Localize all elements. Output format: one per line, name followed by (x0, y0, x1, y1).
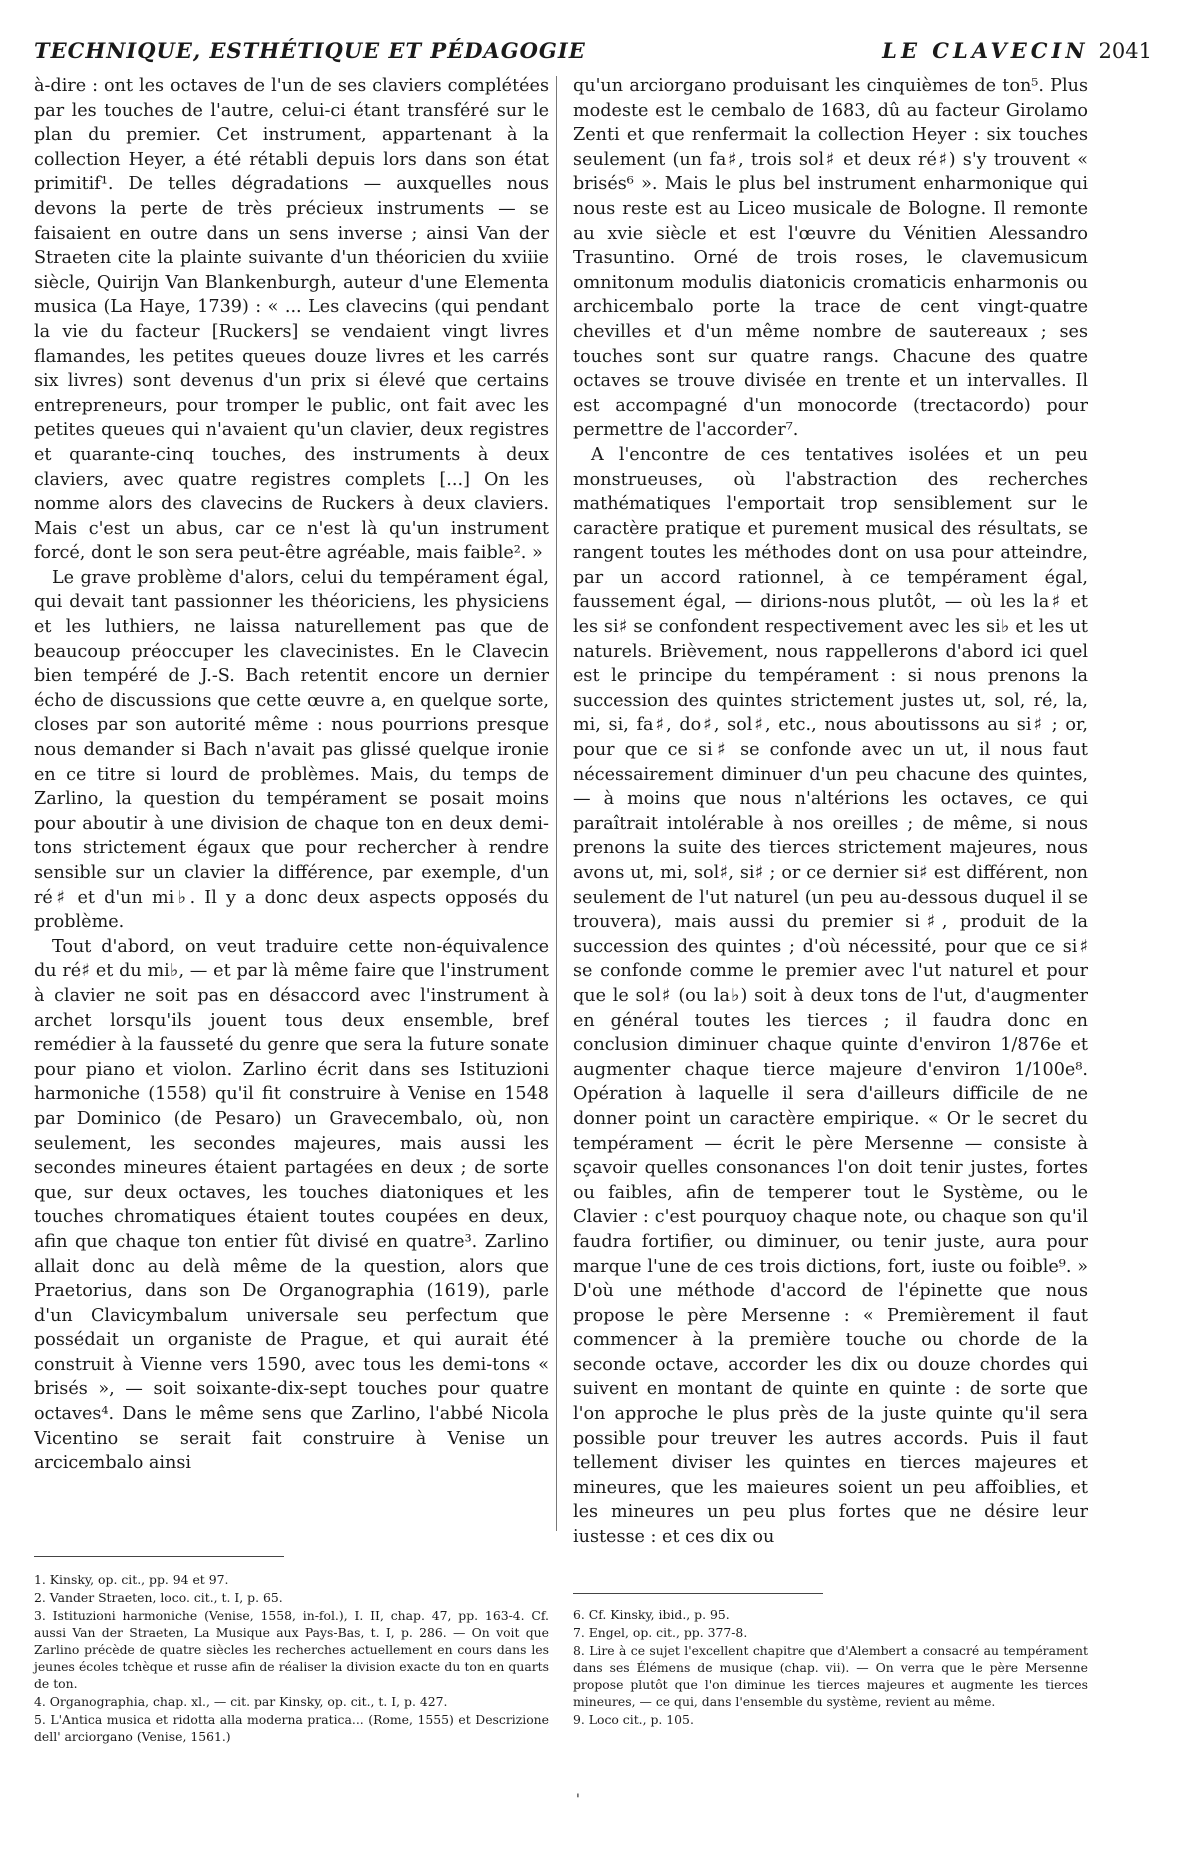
page-mark: ' (576, 1792, 580, 1808)
column-divider (556, 76, 557, 1531)
footnote: 3. Istituzioni harmoniche (Venise, 1558, in-fol.), I. II, chap. 47, pp. 163-4. Cf. aussi Van der Straeten, La Musique aux Pays-Bas, t. I, p. 286. — On voit que Zarlino précède de quatre siècles les recherches actuellement en cours dans les jeunes écoles tchèque et russe afin de réaliser la division exacte du ton en quarts de ton. (34, 1608, 549, 1691)
footnote-rule (34, 1556, 284, 1557)
header-book-name: LE CLAVECIN (882, 38, 1089, 63)
paragraph: Le grave problème d'alors, celui du tempérament égal, qui devait tant passionner les théoriciens, les physiciens et les luthiers, ne laissa naturellement pas que de beaucoup préoccuper les clavecinistes. En le Clavecin bien tempéré de J.-S. Bach retentit encore un dernier écho de discussions que cette œuvre a, en quelque sorte, closes par son autorité même : nous pourrions presque nous demander si Bach n'avait pas glissé quelque ironie en ce titre si lourd de problèmes. Mais, du temps de Zarlino, la question du tempérament se posait moins pour aboutir à une division de chaque ton en deux demi-tons strictement égaux que pour rechercher à rendre sensible sur un clavier la différence, par exemple, d'un ré♯ et d'un mi♭. Il y a donc deux aspects opposés du problème. (34, 567, 549, 933)
header-book-title (882, 38, 1152, 63)
right-column-body (573, 74, 1088, 1579)
footnote: 2. Vander Straeten, loco. cit., t. I, p. 65. (34, 1590, 283, 1605)
footnote: 1. Kinsky, op. cit., pp. 94 et 97. (34, 1572, 229, 1587)
footnote: 9. Loco cit., p. 105. (573, 1712, 694, 1727)
footnote: 4. Organographia, chap. xl., — cit. par Kinsky, op. cit., t. I, p. 427. (34, 1694, 448, 1709)
left-column (34, 74, 549, 1746)
paragraph: qu'un arciorgano produisant les cinquièmes de ton⁵. Plus modeste est le cembalo de 1683, dû au facteur Girolamo Zenti et que renfermait la collection Heyer : six touches seulement (un fa♯, trois sol♯ et deux ré♯) s'y trouvent « brisés⁶ ». Mais le plus bel instrument enharmonique qui nous reste est au Liceo musicale de Bologne. Il remonte au xvie siècle et est l'œuvre du Vénitien Alessandro Trasuntino. Orné de trois roses, le clavemusicum omnitonum modulis diatonicis cromaticis enharmonis ou archicembalo porte la trace de cent vingt-quatre chevilles et d'un même nombre de sautereaux ; ses touches sont sur quatre rangs. Chacune des quatre octaves se trouve divisée en trente et un intervalles. Il est accompagné d'un monocorde (trectacordo) pour permettre de l'accorder⁷. (573, 76, 1088, 441)
running-header (34, 38, 1152, 68)
right-column (573, 74, 1088, 1729)
footnote: 8. Lire à ce sujet l'excellent chapitre que d'Alembert a consacré au tempérament dans ses Élémens de musique (chap. vii). — On verra que le père Mersenne propose plutôt que l'on diminue les tierces majeures et augmente les tierces mineures, — ce qui, dans l'ensemble du système, revient au même. (573, 1643, 1088, 1709)
footnote: 5. L'Antica musica et ridotta alla moderna pratica... (Rome, 1555) et Descrizione dell' arciorgano (Venise, 1561.) (34, 1712, 549, 1744)
left-footnotes (34, 1571, 549, 1745)
footnote: 6. Cf. Kinsky, ibid., p. 95. (573, 1607, 730, 1622)
footnote-rule (573, 1593, 823, 1594)
right-footnotes (573, 1606, 1088, 1728)
footnote: 7. Engel, op. cit., pp. 377-8. (573, 1625, 748, 1640)
paragraph: A l'encontre de ces tentatives isolées et un peu monstrueuses, où l'abstraction des recherches mathématiques l'emportait trop sensiblement sur le caractère pratique et purement musical des résultats, se rangent toutes les méthodes dont on usa pour atteindre, par un accord rationnel, à ce tempérament égal, faussement égal, — dirions-nous plutôt, — où les la♯ et les si♯ se confondent respectivement avec les si♭ et les ut naturels. Brièvement, nous rappellerons d'abord ici quel est le principe du tempérament : si nous prenons la succession des quintes strictement justes ut, sol, ré, la, mi, si, fa♯, do♯, sol♯, etc., nous aboutissons au si♯ ; or, pour que ce si♯ se confonde avec un ut, il nous faut nécessairement diminuer d'un peu chacune des quintes, — à moins que nous n'altérions les octaves, ce qui paraîtrait intolérable à nos oreilles ; de même, si nous prenons la suite des tierces strictement majeures, nous avons ut, mi, sol♯, si♯ ; or ce dernier si♯ est différent, non seulement de l'ut naturel (un peu au-dessous duquel il se trouvera), mais aussi du premier si♯, produit de la succession des quintes ; d'où nécessité, pour que ce si♯ se confonde comme le premier avec l'ut naturel et pour que le sol♯ (ou la♭) soit à deux tons de l'ut, d'augmenter en général toutes les tierces ; il faudra donc en conclusion diminuer chaque quinte d'environ 1/876e et augmenter chaque tierce majeure d'environ 1/100e⁸. Opération à laquelle il sera d'ailleurs difficile de ne donner point un caractère empirique. « Or le secret du tempérament — écrit le père Mersenne — consiste à sçavoir quelles consonances l'on doit tenir justes, fortes ou faibles, afin de temperer tout le Système, ou le Clavier : c'est pourquoy chaque note, ou chaque son qu'il faudra fortifier, ou diminuer, ou tenir juste, aura pour marque l'une de ces trois dictions, fort, iuste ou foible⁹. » D'où une méthode d'accord de l'épinette que nous propose le père Mersenne : « Premièrement il faut commencer à la première touche ou chorde de la seconde octave, accorder les dix ou douze chordes qui suivent en montant de quinte en quinte : de sorte que l'on approche le plus près de la juste quinte qu'il sera possible pour treuver les autres accords. Puis il faut tellement diviser les quintes en tierces majeures et mineures, que les maieures soient un peu affoiblies, et les mineures un peu plus fortes que ne désire leur iustesse : et ces dix ou (573, 444, 1088, 1548)
page-number: 2041 (1098, 39, 1152, 63)
paragraph: à-dire : ont les octaves de l'un de ses claviers complétées par les touches de l'autre, celui-ci étant transféré sur le plan du premier. Cet instrument, appartenant à la collection Heyer, a été rétabli depuis lors dans son état primitif¹. De telles dégradations — auxquelles nous devons la perte de très précieux instruments — se faisaient en outre dans un sens inverse ; ainsi Van der Straeten cite la plainte suivante d'un théoricien du xviiie siècle, Quirijn Van Blankenburgh, auteur d'une Elementa musica (La Haye, 1739) : « ... Les clavecins (qui pendant la vie du facteur [Ruckers] se vendaient vingt livres flamandes, les petites queues douze livres et les carrés six livres) sont devenus d'un prix si élevé que certains entrepreneurs, pour tromper le public, ont fait avec les petites queues qui n'avaient qu'un clavier, deux registres et quarante-cinq touches, des instruments à deux claviers, avec quatre registres complets [...] On les nomme alors des clavecins de Ruckers à deux claviers. Mais c'est un abus, car ce n'est là qu'un instrument forcé, dont le son sera peut-être agréable, mais faible². » (34, 76, 549, 564)
left-column-body (34, 74, 549, 1544)
header-section-title: TECHNIQUE, ESTHÉTIQUE ET PÉDAGOGIE (34, 38, 586, 63)
paragraph: Tout d'abord, on veut traduire cette non-équivalence du ré♯ et du mi♭, — et par là même faire que l'instrument à clavier ne soit pas en désaccord avec l'instrument à archet lorsqu'ils jouent tous deux ensemble, bref remédier à la fausseté du genre que sera la future sonate pour piano et violon. Zarlino écrit dans ses Istituzioni harmoniche (1558) qu'il fit construire à Venise en 1548 par Dominico (de Pesaro) un Gravecembalo, où, non seulement, les secondes majeures, mais aussi les secondes mineures étaient partagées en deux ; de sorte que, sur deux octaves, les touches diatoniques et les touches chromatiques étaient toutes coupées en deux, afin que chaque ton entier fût divisé en quatre³. Zarlino allait donc au delà même de la question, alors que Praetorius, dans son De Organographia (1619), parle d'un Clavicymbalum universale seu perfectum que possédait un organiste de Prague, et qui aurait été construit à Vienne vers 1590, avec tous les demi-tons « brisés », — soit soixante-dix-sept touches pour quatre octaves⁴. Dans le même sens que Zarlino, l'abbé Nicola Vicentino se serait fait construire à Venise un arcicembalo ainsi (34, 936, 549, 1474)
